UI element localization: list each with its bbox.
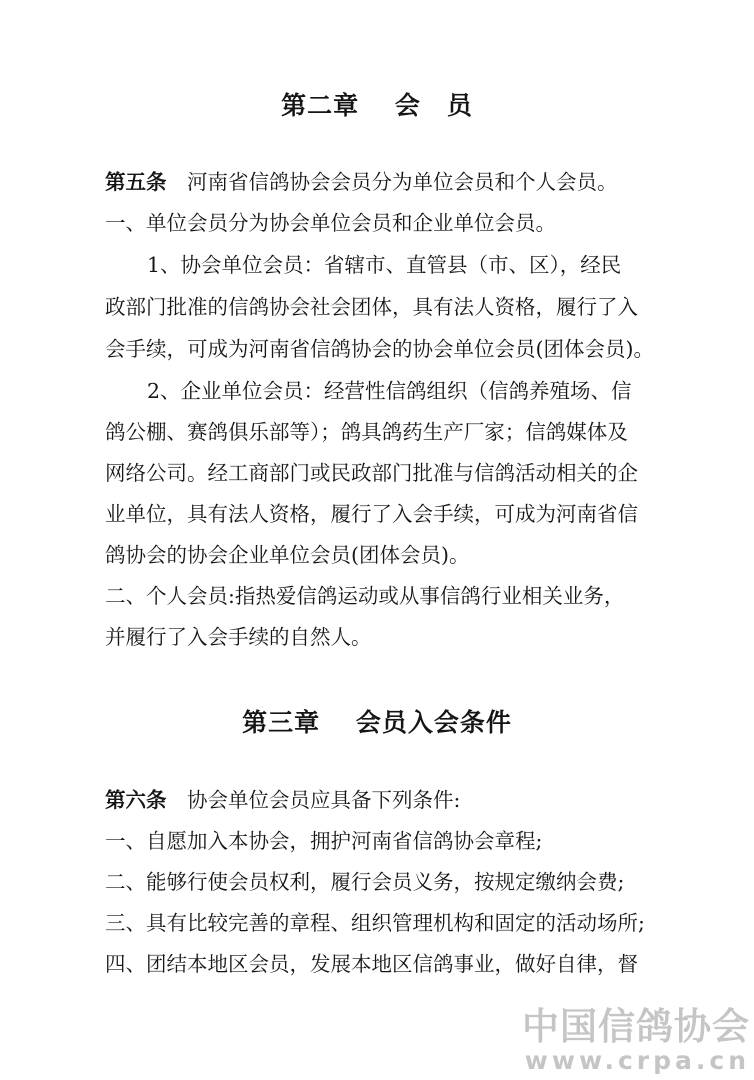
watermark xyxy=(522,1004,750,1075)
item-1-line-1: 1、协会单位会员：省辖市、直管县（市、区），经民 xyxy=(147,253,622,277)
individual-members-line-2: 并履行了入会手续的自然人。 xyxy=(105,625,372,649)
condition-1: 一、自愿加入本协会，拥护河南省信鸽协会章程; xyxy=(105,829,543,853)
condition-2: 二、能够行使会员权利，履行会员义务，按规定缴纳会费; xyxy=(105,870,625,894)
item-2-line-2: 鸽公棚、赛鸽俱乐部等）；鸽具鸽药生产厂家；信鸽媒体及 xyxy=(105,420,628,444)
article-5 xyxy=(105,172,618,193)
condition-4: 四、团结本地区会员，发展本地区信鸽事业，做好自律，督 xyxy=(105,952,638,976)
paragraph-unit-members: 一、单位会员分为协会单位会员和企业单位会员。 xyxy=(105,211,556,235)
article-5-text: 河南省信鸽协会会员分为单位会员和个人会员。 xyxy=(166,170,618,194)
chapter-2-title: 第二章 会 员 xyxy=(281,91,473,120)
article-6-label: 第六条 xyxy=(105,788,167,812)
condition-3: 三、具有比较完善的章程、组织管理机构和固定的活动场所; xyxy=(105,911,645,935)
chapter-3-title: 第三章 会员入会条件 xyxy=(242,708,512,737)
item-2-line-5: 鸽协会的协会企业单位会员(团体会员)。 xyxy=(105,543,470,567)
watermark-url: www.crpa.cn xyxy=(524,1045,750,1075)
article-5-label: 第五条 xyxy=(105,170,167,194)
article-6 xyxy=(105,790,460,811)
item-2-line-1: 2、企业单位会员：经营性信鸽组织（信鸽养殖场、信 xyxy=(147,379,632,403)
watermark-title: 中国信鸽协会 xyxy=(522,1004,750,1048)
individual-members-line-1: 二、个人会员:指热爱信鸽运动或从事信鸽行业相关业务， xyxy=(105,584,625,608)
item-1-line-2: 政部门批准的信鸽协会社会团体，具有法人资格，履行了入 xyxy=(105,295,638,319)
item-2-line-3: 网络公司。经工商部门或民政部门批准与信鸽活动相关的企 xyxy=(105,461,638,485)
item-1-line-3: 会手续，可成为河南省信鸽协会的协会单位会员(团体会员)。 xyxy=(105,337,654,361)
article-6-text: 协会单位会员应具备下列条件: xyxy=(166,788,461,812)
item-2-line-4: 业单位，具有法人资格，履行了入会手续，可成为河南省信 xyxy=(105,502,638,526)
